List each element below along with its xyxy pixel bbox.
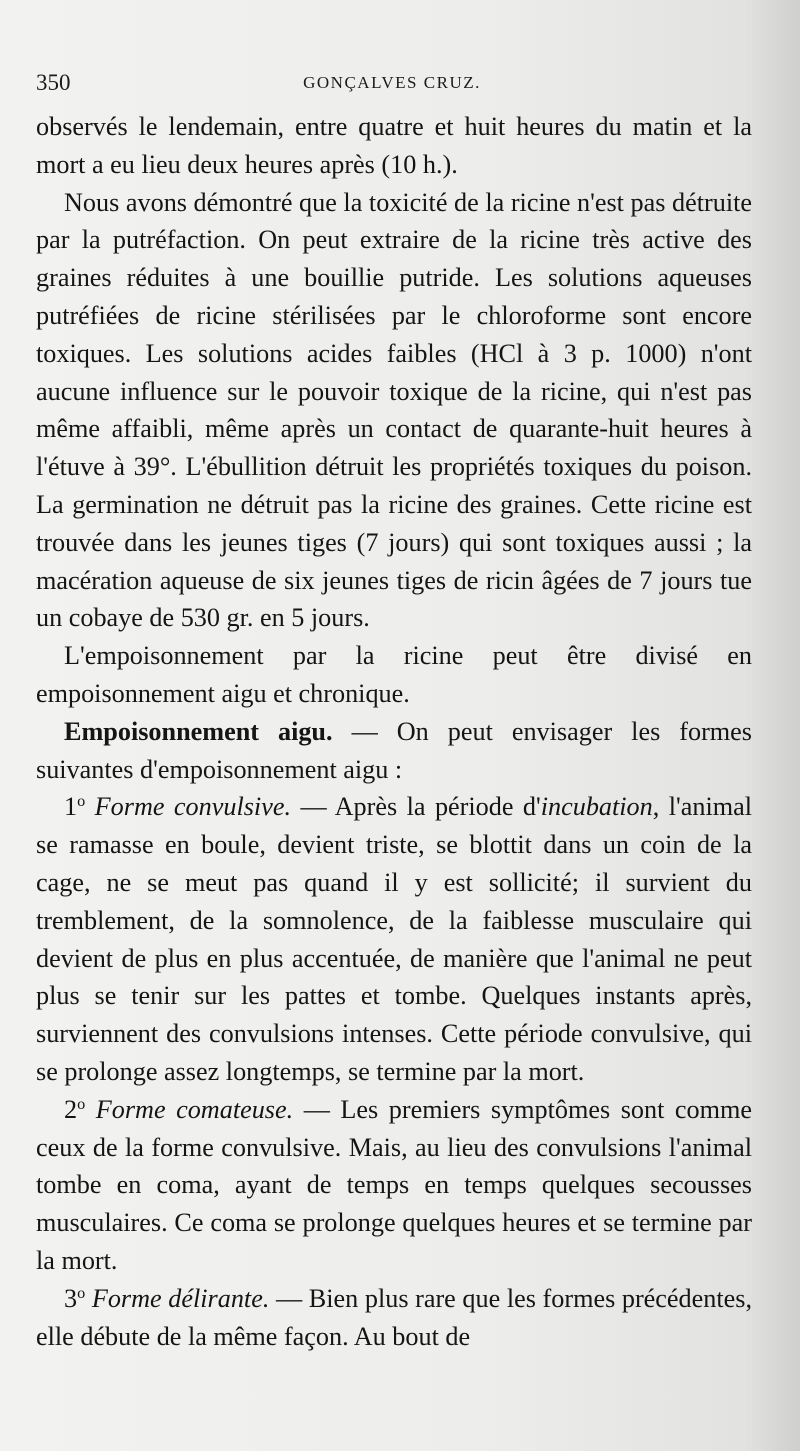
page-header — [36, 70, 748, 100]
section-heading: Empoisonnement aigu. — [64, 716, 333, 746]
form-title: Forme délirante. — [91, 1283, 270, 1313]
paragraph-acute-poisoning — [36, 713, 752, 789]
paragraph-text: — Après la période d' — [291, 792, 541, 822]
paragraph-toxicity — [36, 184, 752, 638]
list-number: 2 — [64, 1094, 78, 1124]
ordinal-marker: o — [77, 1094, 86, 1113]
paragraph-text: observés le lendemain, entre quatre et huit heures du matin et la mort a eu lieu deux heures après (10 h.). — [36, 112, 752, 179]
paragraph-text: — Bien plus rare que les formes précédentes, elle débute de la même façon. Au bout de — [36, 1283, 753, 1351]
paragraph-comatose-form — [36, 1091, 752, 1280]
paragraph-continuation — [36, 108, 752, 184]
paragraph-text: — Les premiers symptômes sont comme ceux de la forme convulsive. Mais, au lieu des convulsions l'animal tombe en coma, ayant de temps en temps quelques secousses musculaires. Ce coma se prolonge quelques heures et se termine par la mort. — [36, 1094, 752, 1275]
paragraph-delirious-form — [36, 1280, 752, 1356]
emphasis-text: incubation — [540, 792, 653, 822]
paragraph-text: L'empoisonnement par la ricine peut être divisé en empoisonnement aigu et chronique. — [36, 641, 752, 708]
ordinal-marker: o — [77, 1283, 86, 1302]
running-head: GONÇALVES CRUZ. — [303, 73, 481, 92]
ordinal-marker: o — [77, 792, 86, 811]
list-number: 1 — [64, 792, 78, 822]
form-title: Forme comateuse. — [95, 1094, 294, 1124]
paragraph-poisoning-types — [36, 637, 752, 713]
form-title: Forme convulsive. — [94, 792, 291, 822]
paragraph-text: — On peut envisager les formes suivantes d'empoisonnement aigu : — [36, 716, 752, 784]
body-text — [36, 108, 752, 1355]
paragraph-text: , l'animal se ramasse en boule, devient triste, se blottit dans un coin de la cage, ne se meut pas quand il y est sollicité; il survient du tremblement, de la somnolence, de la faiblesse musculaire qui devient de plus en plus accentuée, de manière que l'animal ne peut plus se tenir sur les pattes et tombe. Quelques instants après, surviennent des convulsions intenses. Cette période convulsive, qui se prolonge assez longtemps, se termine par la mort. — [36, 792, 752, 1086]
paragraph-text: Nous avons démontré que la toxicité de la ricine n'est pas détruite par la putréfaction. On peut extraire de la ricine très active des graines réduites à une bouillie putride. Les solutions aqueuses putréfiées de ricine stérilisées par le chloroforme sont encore toxiques. Les solutions acides faibles (HCl à 3 p. 1000) n'ont aucune influence sur le pouvoir toxique de la ricine, qui n'est pas même affaibli, même après un contact de quarante-huit heures à l'étuve à 39°. L'ébullition détruit les propriétés toxiques du poison. La germination ne détruit pas la ricine des graines. Cette ricine est trouvée dans les jeunes tiges (7 jours) qui sont toxiques aussi ; la macération aqueuse de six jeunes tiges de ricin âgées de 7 jours tue un cobaye de 530 gr. en 5 jours. — [36, 187, 752, 633]
paragraph-convulsive-form — [36, 788, 752, 1090]
page-number: 350 — [36, 70, 71, 95]
list-number: 3 — [64, 1283, 78, 1313]
